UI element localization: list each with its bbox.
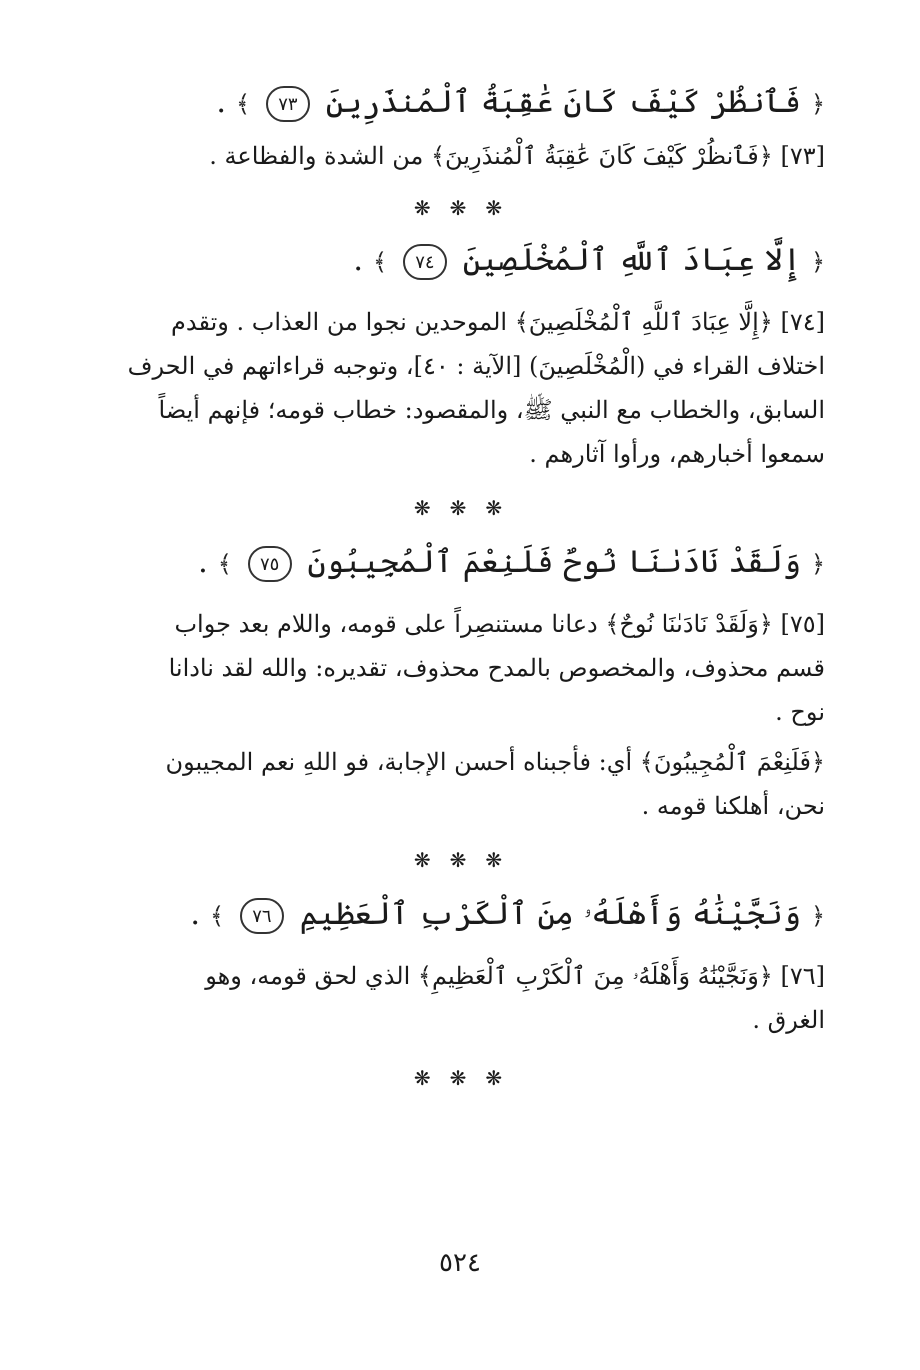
verse-text: وَلَقَدْ نَادَىٰنَا نُوحٌ فَلَنِعْمَ ٱلْمُجِيبُونَ [307,544,802,580]
section-separator: ❋ ❋ ❋ [413,1066,509,1090]
ayah-number-marker: ٧٥ [248,546,292,582]
verse-end-dot: . [353,242,364,278]
ayah-number-marker: ٧٦ [240,898,284,934]
commentary-75-continued [97,740,825,828]
verse-close-bracket: ﴾ [217,550,232,578]
commentary-line: اختلاف القراء في (الْمُخْلَصِينَ) [الآية : ٤٠]، وتوجبه قراءاتهم في الحرف [127,352,825,380]
verse-close-bracket: ﴾ [210,902,225,930]
verse-text: إِلَّا عِبَادَ ٱللَّهِ ٱلْمُخْلَصِينَ [462,242,802,278]
verse-text: فَٱنظُرْ كَيْفَ كَانَ عَٰقِبَةُ ٱلْمُنذَرِينَ [325,84,802,120]
commentary-75 [97,602,825,734]
commentary-line: [٧٤] ﴿إِلَّا عِبَادَ ٱللَّهِ ٱلْمُخْلَصِينَ﴾ الموحدين نجوا من العذاب . وتقدم [171,308,825,336]
commentary-line: سمعوا أخبارهم، ورأوا آثارهم . [529,440,825,468]
commentary-line: [٧٥] ﴿وَلَقَدْ نَادَىٰنَا نُوحٌ﴾ دعانا مستنصِراً على قومه، واللام بعد جواب [174,610,825,638]
verse-close-bracket: ﴾ [372,248,387,276]
verse-text: وَنَجَّيْنَٰهُ وَأَهْلَهُۥ مِنَ ٱلْكَرْبِ ٱلْعَظِيمِ [299,896,802,932]
verse-close-bracket: ﴾ [235,90,250,118]
quran-verse-74 [97,228,825,292]
commentary-76 [97,954,825,1042]
page-number: ٥٢٤ [439,1248,481,1278]
commentary-line: [٧٦] ﴿وَنَجَّيْنَٰهُ وَأَهْلَهُۥ مِنَ ٱلْكَرْبِ ٱلْعَظِيمِ﴾ الذي لحق قومه، وهو [205,962,825,990]
verse-open-bracket: ﴿ [810,90,825,118]
verse-open-bracket: ﴿ [810,248,825,276]
section-separator: ❋ ❋ ❋ [413,848,509,872]
commentary-line: نوح . [775,698,825,726]
verse-end-dot: . [198,544,208,580]
ayah-number-marker: ٧٣ [266,86,310,122]
commentary-line: ﴿فَلَنِعْمَ ٱلْمُجِيبُونَ﴾ أي: فأجبناه أحسن الإجابة، فو اللهِ نعم المجيبون [165,748,825,776]
quran-verse-76 [97,882,825,946]
ayah-number-marker: ٧٤ [403,244,447,280]
verse-open-bracket: ﴿ [810,550,825,578]
commentary-73 [97,134,825,178]
quran-verse-75 [97,530,825,594]
commentary-line: [٧٣] ﴿فَٱنظُرْ كَيْفَ كَانَ عَٰقِبَةُ ٱلْمُنذَرِينَ﴾ من الشدة والفظاعة . [209,142,825,170]
verse-end-dot: . [216,84,227,120]
commentary-line: الغرق . [752,1006,825,1034]
commentary-74 [97,300,825,476]
verse-end-dot: . [190,896,201,932]
section-separator: ❋ ❋ ❋ [413,496,509,520]
commentary-line: نحن، أهلكنا قومه . [641,792,825,820]
verse-open-bracket: ﴿ [810,902,825,930]
commentary-line: السابق، والخطاب مع النبي ﷺ، والمقصود: خطاب قومه؛ فإنهم أيضاً [158,396,825,424]
section-separator: ❋ ❋ ❋ [413,196,509,220]
commentary-line: قسم محذوف، والمخصوص بالمدح محذوف، تقديره: والله لقد نادانا [168,654,825,682]
quran-verse-73 [97,70,825,134]
text-column [97,70,825,1100]
